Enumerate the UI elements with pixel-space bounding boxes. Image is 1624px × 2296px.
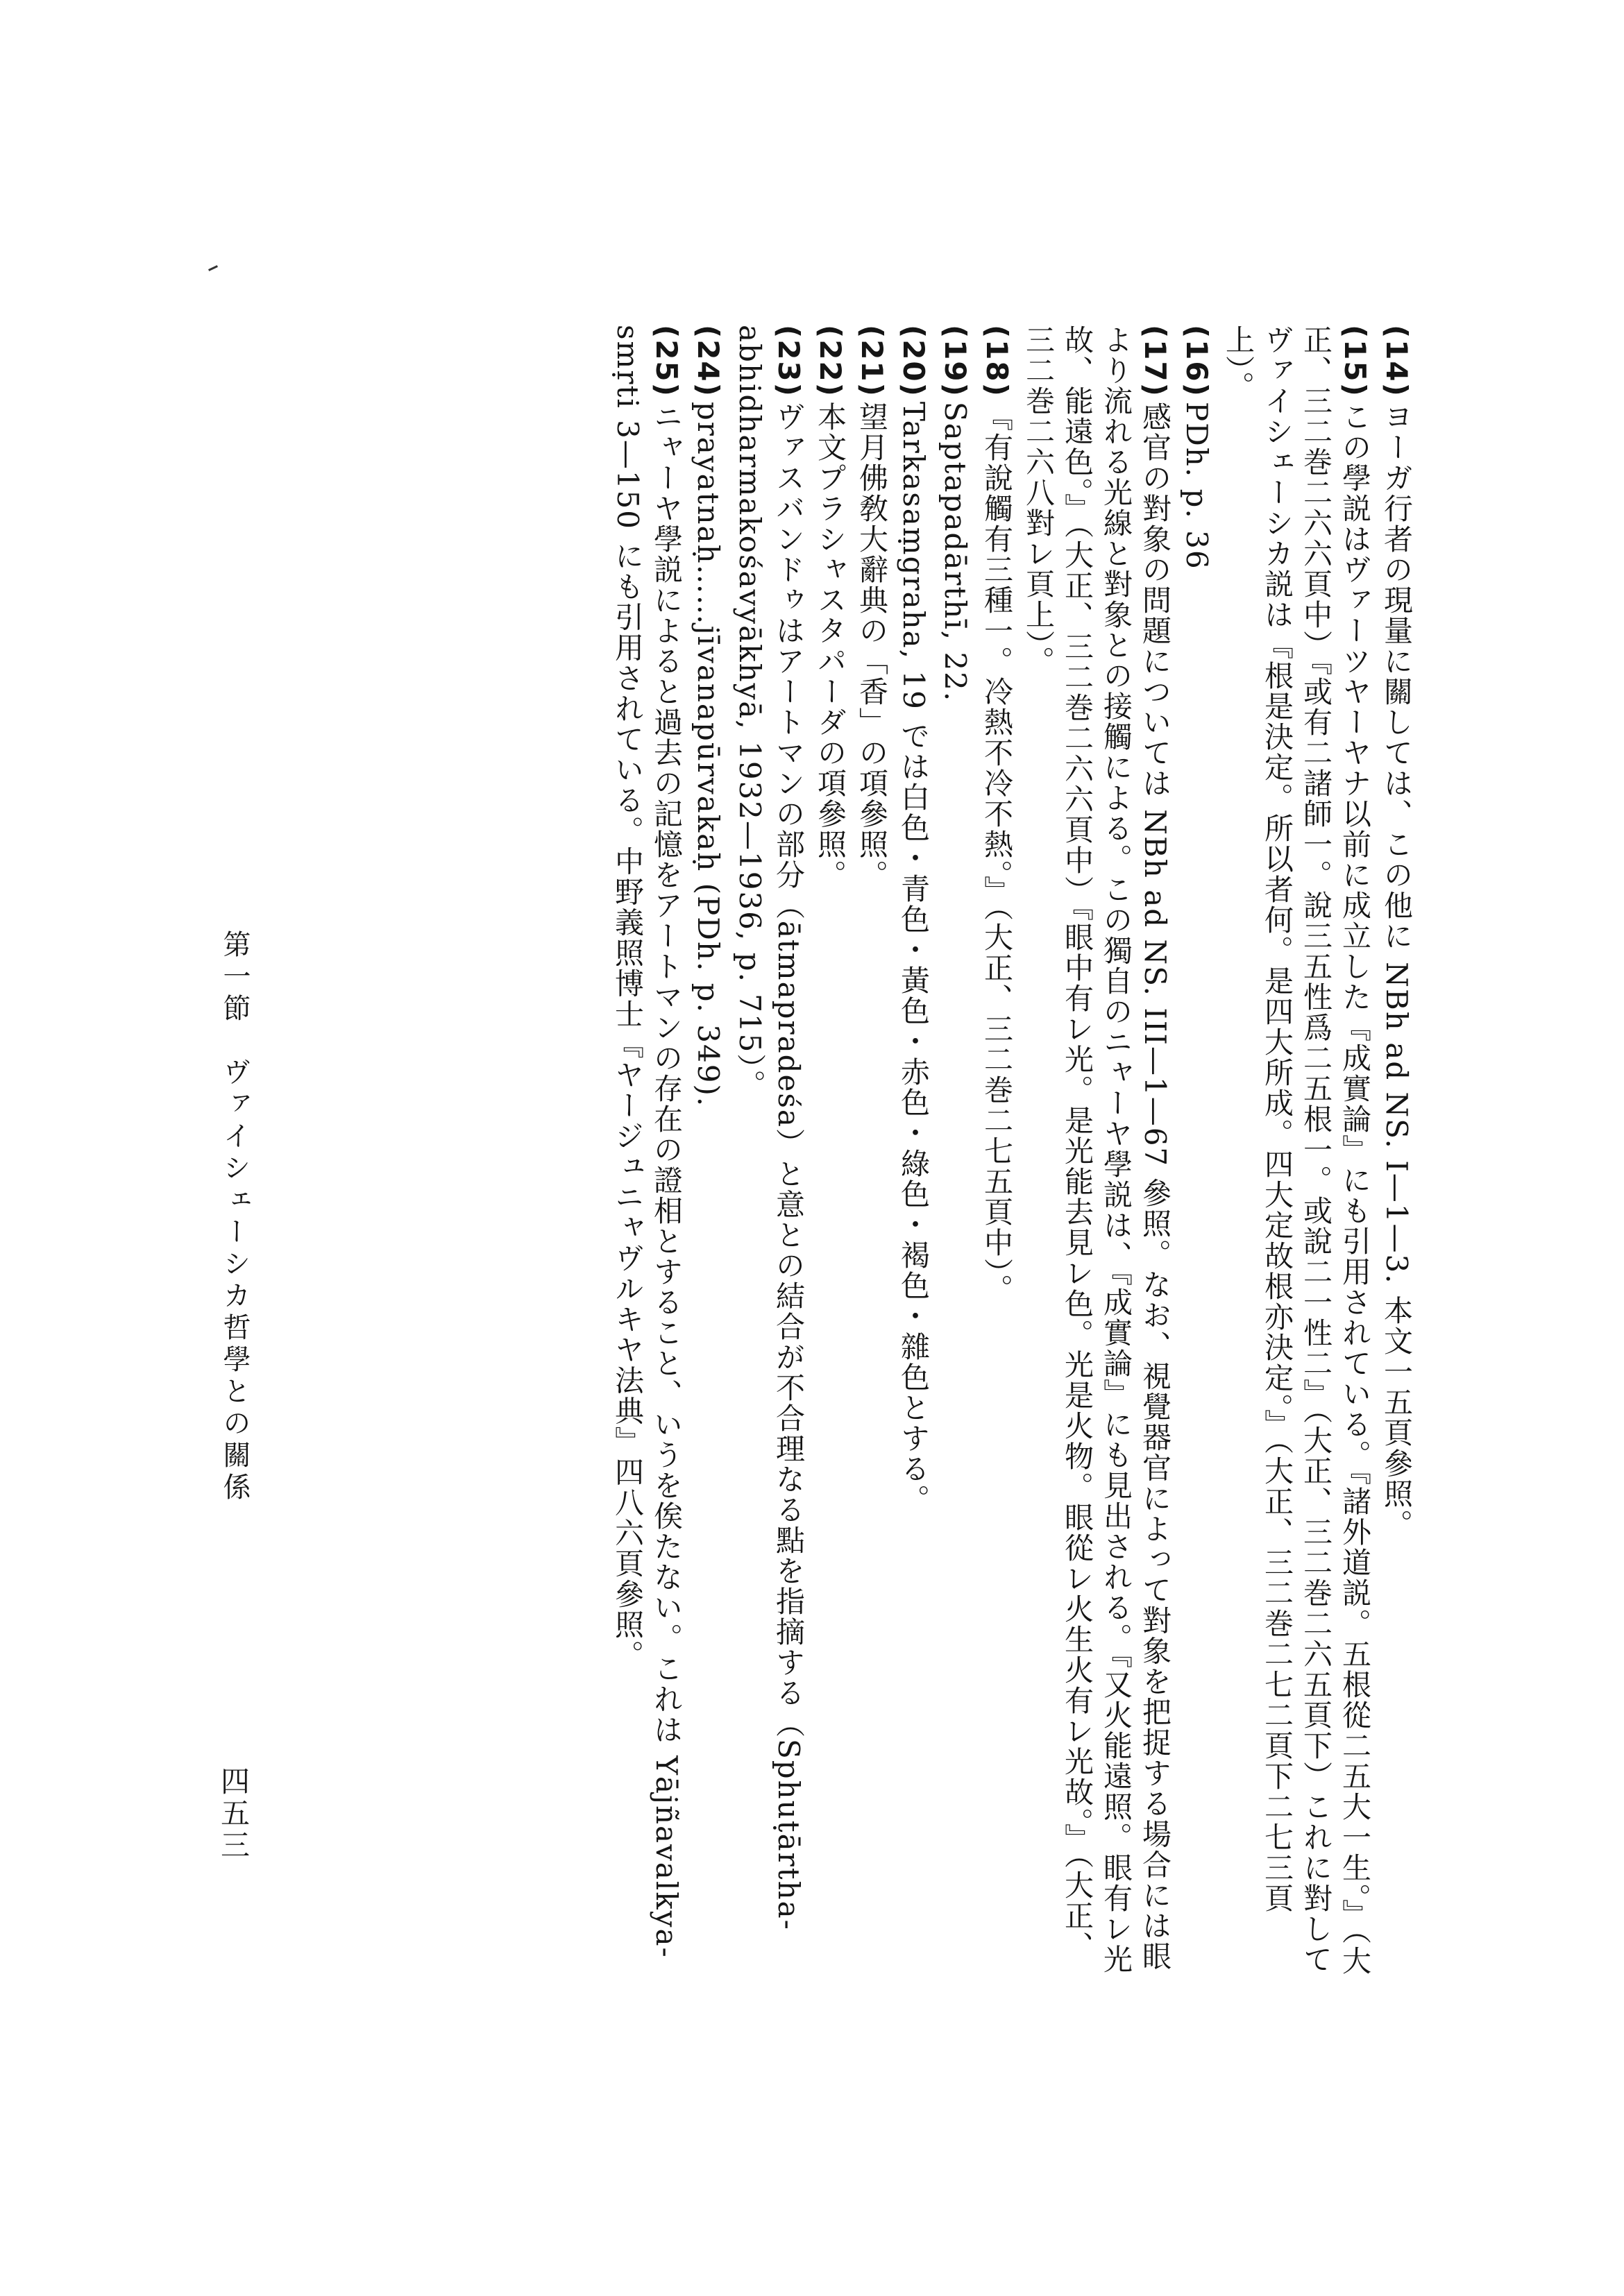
footnote-number: (22) [813, 325, 847, 398]
footnote-18 [977, 325, 1016, 1990]
footnote-text: この學説はヴァーツヤーヤナ以前に成立した『成實論』にも引用されている。『諸外道説。五根從二五大一生。』（大正、三二巻二六六頁中）『或有二諸師一。說三五性爲二五根一。或說二一性二』（大正、三二巻二六五頁下）これに對してヴァイシェーシカ説は『根是決定。所以者何。是四大所成。四大定故根亦決定。』（大正、三二巻二七二頁下二七三頁上）。 [1221, 325, 1372, 1976]
footnote-14 [1377, 325, 1416, 1990]
footnote-number: (18) [980, 325, 1014, 398]
footnote-24 [688, 325, 727, 1990]
page-number: 四五三 [217, 1766, 251, 1862]
footnote-number: (21) [855, 325, 889, 398]
footnote-number: (23) [772, 325, 806, 398]
footnote-text: ニャーヤ學説によると過去の記憶をアートマンの存在の證相とすること、いうを俟たない。これは Yājñavalkya-smṛti 3—150 にも引用されている。中野義照博士『ヤージュニャヴルキヤ法典』四八六頁參照。 [611, 325, 684, 1959]
footnote-number: (19) [938, 325, 972, 398]
footnote-19 [936, 325, 974, 1990]
footnote-text: ヴァスバンドゥはアートマンの部分（ātmapradeśa）と意との結合が不合理なる點を指摘する（Sphuṭārtha-abhidharmakośavyākhyā, 1932—1936, p. 715）。 [733, 325, 806, 1931]
footnote-23 [730, 325, 808, 1990]
footnote-21 [852, 325, 891, 1990]
footnotes-column [608, 325, 1416, 1990]
footnote-text: prayatnaḥ……jīvanapūrvakaḥ (PDh. p. 349). [691, 401, 725, 1108]
footnote-number: (15) [1338, 325, 1372, 398]
scan-speck [208, 265, 218, 271]
footnote-25 [608, 325, 686, 1990]
footnote-number: (25) [650, 325, 684, 398]
footnote-text: 感官の對象の問題については NBh ad NS. III—1—67 參照。なお、視覺器官によって對象を把捉する場合には眼より流れる光線と對象との接觸による。この獨自のニャーヤ學説は、『成實論』にも見出される。『又火能遠照。眼有レ光故、能遠色。』（大正、三二巻二六六頁中）『眼中有レ光。是光能去見レ色。光是火物。眼從レ火生火有レ光故。』（大正、三二巻二六八對レ頁上）。 [1022, 325, 1172, 1975]
footnote-text: 『有說觸有三種一。冷熱不冷不熱。』（大正、三二巻二七五頁中）。 [980, 401, 1014, 1304]
footnote-text: 望月佛敎大辭典の「香」の項參照。 [855, 401, 889, 890]
footnote-number: (14) [1380, 325, 1414, 398]
footnote-22 [811, 325, 849, 1990]
footnote-number: (17) [1138, 325, 1172, 398]
footnote-number: (16) [1180, 325, 1214, 398]
footnote-text: 本文プラシャスタパーダの項參照。 [813, 401, 847, 890]
footnote-number: (20) [897, 325, 931, 398]
footnote-text: ヨーガ行者の現量に關しては、この他に NBh ad NS. I—1—3. 本文一五頁參照。 [1380, 401, 1414, 1540]
footnote-text: PDh. p. 36 [1180, 401, 1214, 570]
footnote-15 [1219, 325, 1374, 1990]
footnote-text: Tarkasaṃgraha, 19 では白色・青色・黃色・赤色・綠色・褐色・雜色とする。 [897, 401, 931, 1515]
footnote-20 [894, 325, 933, 1990]
footnote-16 [1177, 325, 1216, 1990]
footnote-17 [1019, 325, 1174, 1990]
running-head: 第一節 ヴァイシェーシカ哲學との關係 [219, 930, 251, 1504]
footnote-number: (24) [691, 325, 725, 398]
footnote-text: Saptapadārthī, 22. [938, 401, 972, 703]
